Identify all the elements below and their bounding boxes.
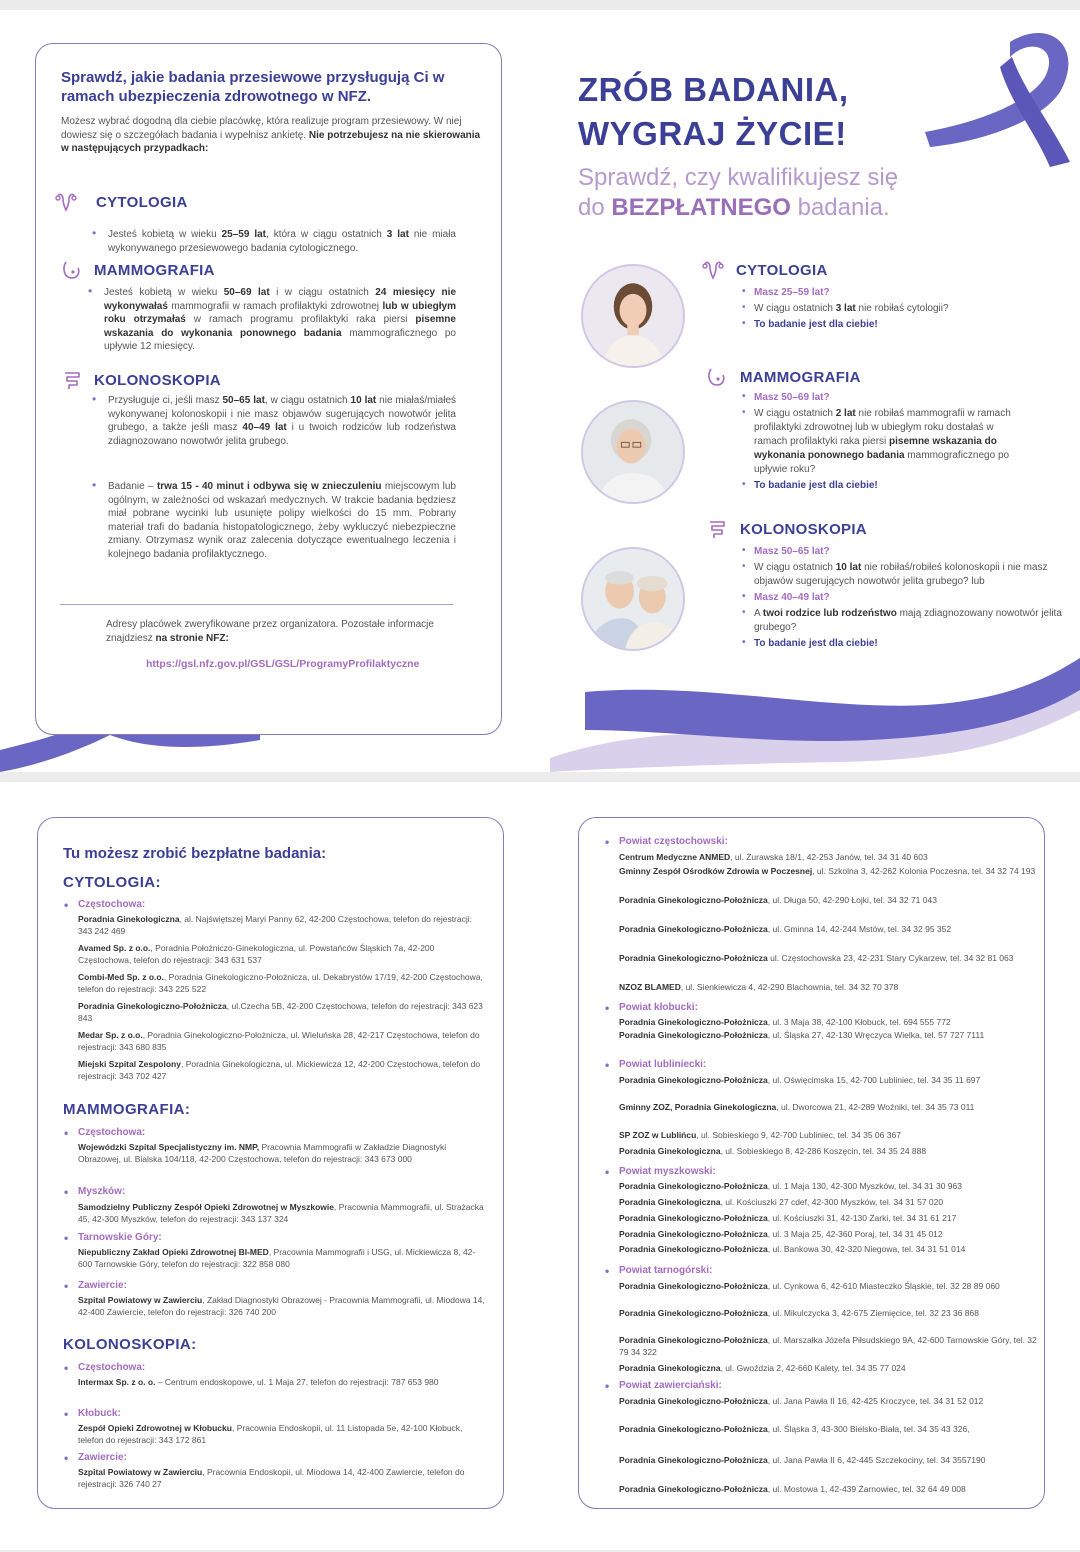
facility-details: , Pracownia Endoskopii, ul. 11 Listopada 5e, 42-100 Kłobuck, telefon do rejestracji: 343 172 861: [78, 1423, 463, 1445]
facility-name: SP ZOZ w Lublińcu: [619, 1130, 697, 1140]
facility-entry: [619, 1395, 1044, 1407]
facility-details: , Zakład Diagnostyki Obrazowej - Pracownia Mammografii, ul. Miodowa 14, 42-400 Zawiercie, telefon do rejestracji: 326 740 200: [78, 1295, 485, 1317]
facility-name: Samodzielny Publiczny Zespół Opieki Zdrowotnej w Myszkowie: [78, 1202, 334, 1212]
facility-entry: [619, 1180, 1044, 1192]
emphasis: BEZPŁATNEGO: [611, 194, 791, 221]
text: , w ciągu ostatnich: [264, 395, 351, 406]
section-kolonoskopia: [60, 368, 221, 392]
key-text: 25–59 lat: [221, 229, 267, 240]
key-text: 40–49 lat: [242, 422, 287, 433]
text: W ciągu ostatnich: [754, 562, 836, 573]
facility-entry: [619, 1483, 1044, 1495]
facility-entry: [78, 1294, 488, 1318]
city-label: • Częstochowa:: [78, 899, 145, 910]
facility-details: , ul. Gminna 14, 42-244 Mstów, tel. 34 32 95 352: [767, 924, 952, 934]
facility-name: Medar Sp. z o.o.: [78, 1030, 143, 1040]
intro-body: Możesz wybrać dogodną dla ciebie placówkę, która realizuje program przesiewowy. W niej dowiesz się o szczegółach badania i wypełnisz ankietę.: [61, 116, 462, 141]
facility-name: Poradnia Ginekologiczno-Położnicza: [619, 1244, 768, 1254]
facility-entry: [619, 1243, 1044, 1255]
key-text: 3 lat: [386, 229, 409, 240]
facility-name: Poradnia Ginekologiczna: [619, 1197, 721, 1207]
city-label: • Zawiercie:: [78, 1280, 127, 1291]
top-spread: [0, 10, 1080, 772]
text: , która w ciągu ostatnich: [266, 229, 387, 240]
facility-details: , Poradnia Ginekologiczno-Położnicza, ul. Dekabrystów 17/19, 42-200 Częstochowa, telefon do rejestracji: 343 225 522: [78, 972, 483, 994]
text: miejscowym lub ogólnym, w zależności od wskazań medycznych. W trakcie badania będziesz miał pobrane wycinki lub usunięte polipy wielkości do 15 mm. Pobrany materiał trafi do badania histopatologicznego, żeby wykluczyć niebezpieczne zmiany. Otrzymasz wynik oraz zalecenia dotyczące ewentualnego leczenia i kolejnego badania profilaktycznego.: [108, 481, 456, 560]
facility-entry: [619, 1280, 1044, 1292]
facility-name: Combi-Med Sp. z o.o.: [78, 972, 164, 982]
facility-entry: [619, 1212, 1044, 1224]
text: badania.: [790, 194, 890, 221]
key-text: 10 lat: [835, 562, 862, 573]
mammografia-criteria: [104, 286, 456, 354]
facility-details: , Pracownia Endoskopii, ul. Miodowa 14, 42-400 Zawiercie, telefon do rejestracji: 326 740 27: [78, 1467, 465, 1489]
section-title: MAMMOGRAFIA: [94, 261, 215, 279]
facility-name: NZOZ BLAMED: [619, 982, 681, 992]
facility-name: Intermax Sp. z o. o.: [78, 1377, 156, 1387]
list-item: • To badanie jest dla ciebie!: [754, 318, 1054, 332]
facility-details: , Pracownia Mammografii i USG, ul. Mickiewicza 8, 42-600 Tarnowskie Góry, telefon do rejestracji: 322 858 080: [78, 1247, 476, 1269]
facility-entry: [619, 1016, 1044, 1028]
facility-name: Poradnia Ginekologiczno-Położnicza: [619, 1281, 768, 1291]
facility-details: , ul. 3 Maja 38, 42-100 Kłobuck, tel. 694 555 772: [767, 1017, 951, 1027]
list-item: [754, 561, 1069, 589]
breast-icon: [704, 365, 730, 389]
facility-details: , ul. Sobieskiego 9, 42-700 Lubliniec, tel. 34 35 06 367: [696, 1130, 901, 1140]
section-title: CYTOLOGIA: [736, 261, 828, 279]
category-kolonoskopia: KOLONOSKOPIA:: [63, 1336, 197, 1353]
list-item: • Masz 40–49 lat?: [754, 591, 1069, 605]
key-text: 10 lat: [350, 395, 377, 406]
facility-name: Poradnia Ginekologiczno-Położnicza: [619, 953, 768, 963]
facility-details: , ul. Szkolna 3, 42-262 Kolonia Poczesna, tel. 34 32 74 193: [812, 866, 1036, 876]
facility-name: Poradnia Ginekologiczno-Położnicza: [619, 1396, 768, 1406]
facility-details: , ul. Śląska 3, 43-300 Bielsko-Biała, tel. 34 35 43 326,: [767, 1424, 970, 1434]
list-item: • To badanie jest dla ciebie!: [754, 479, 1019, 493]
text: W ciągu ostatnich: [754, 303, 836, 314]
section-cytologia: [54, 190, 188, 214]
panel-heading: Sprawdź, jakie badania przesiewowe przysługują Ci w ramach ubezpieczenia zdrowotnego w NFZ.: [61, 69, 445, 105]
key-text: 50–69 lat: [223, 287, 270, 298]
hero-title-line: WYGRAJ ŻYCIE!: [578, 115, 847, 152]
uterus-icon: [54, 190, 78, 214]
text: do: [578, 194, 612, 221]
facility-entry: [78, 1058, 488, 1082]
district-label: • Powiat kłobucki:: [619, 1002, 698, 1013]
facility-entry: [78, 942, 488, 966]
facility-name: Gminny ZOZ, Poradnia Ginekologiczna: [619, 1102, 777, 1112]
text: Jesteś kobietą w wieku: [104, 287, 224, 298]
text: i w ciągu ostatnich: [269, 287, 376, 298]
uterus-icon: [700, 258, 726, 282]
subtitle-line: [578, 193, 898, 223]
facility-entry: [78, 1246, 488, 1270]
facility-name: Centrum Medyczne ANMED: [619, 852, 731, 862]
facility-name: Poradnia Ginekologiczno-Położnicza: [619, 895, 768, 905]
kolonoskopia-checklist: [754, 545, 1069, 653]
facility-entry: [619, 1101, 1044, 1113]
facility-details: , Pracownia Mammografii, ul. Strażacka 45, 42-300 Myszków, telefon do rejestracji: 343 137 324: [78, 1202, 484, 1224]
facility-name: Avamed Sp. z o.o.: [78, 943, 151, 953]
key-text: 50–65 lat: [222, 395, 265, 406]
facility-details: , ul. Gwoździa 2, 42-660 Kalety, tel. 34 35 77 024: [720, 1363, 906, 1373]
facility-name: Gminny Zespół Ośrodków Zdrowia w Poczesnej: [619, 866, 813, 876]
facility-name: Miejski Szpital Zespolony: [78, 1059, 181, 1069]
facility-entry: [619, 1129, 1044, 1141]
facility-name: Poradnia Ginekologiczna: [78, 914, 180, 924]
facility-name: Poradnia Ginekologiczno-Położnicza: [619, 1335, 768, 1345]
facility-entry: [619, 981, 1044, 993]
facility-details: ul. Częstochowska 23, 42-231 Stary Cykarzew, tel. 34 32 81 063: [767, 953, 1014, 963]
key-text: pisemne wskazania do wykonania ponownego badania: [754, 436, 997, 461]
text: nie miała wykonywanego przesiewowego badania cytologicznego.: [108, 229, 456, 254]
text: A: [754, 608, 763, 619]
facility-name: Poradnia Ginekologiczno-Położnicza: [619, 924, 768, 934]
facility-name: Poradnia Ginekologiczno-Położnicza: [619, 1181, 768, 1191]
facility-entry: [78, 1376, 488, 1388]
district-label: • Powiat zawierciański:: [619, 1380, 722, 1391]
list-item: • Masz 50–65 lat?: [754, 545, 1069, 559]
breast-icon: [60, 258, 84, 282]
facility-details: , ul. Marszałka Józefa Piłsudskiego 9A, 42-600 Tarnowskie Góry, tel. 32 79 34 322: [619, 1335, 1037, 1357]
text: i u twoich rodziców lub rodzeństwa zdiagnozowano nowotwór jelita grubego.: [108, 422, 456, 447]
section-title: KOLONOSKOPIA: [94, 371, 221, 389]
facility-entry: [619, 1029, 1044, 1041]
section-title: CYTOLOGIA: [96, 193, 188, 211]
facility-entry: [619, 1362, 1044, 1374]
text: mammograficznego po upływie 12 miesięcy.: [104, 327, 456, 352]
key-text: lub w ubiegłym roku otrzymałaś: [104, 300, 456, 325]
district-label: • Powiat tarnogórski:: [619, 1265, 712, 1276]
facility-details: , Poradnia Ginekologiczno-Położnicza, ul. Wieluńska 28, 42-217 Częstochowa, telefon do rejestracji: 343 680 835: [78, 1030, 480, 1052]
category-cytologia: CYTOLOGIA:: [63, 874, 161, 891]
bottom-spread: [0, 782, 1080, 1550]
facility-entry: [619, 1196, 1044, 1208]
facility-details: , ul. Bankowa 30, 42-320 Niegowa, tel. 34 31 51 014: [767, 1244, 966, 1254]
intestine-icon: [60, 368, 84, 392]
intestine-icon: [704, 517, 730, 541]
facility-details: , ul. Dworcowa 21, 42-289 Woźniki, tel. 34 35 73 011: [776, 1102, 975, 1112]
city-label: • Częstochowa:: [78, 1127, 145, 1138]
facility-entry: [78, 971, 488, 995]
facility-name: Poradnia Ginekologiczno-Położnicza: [619, 1017, 768, 1027]
facility-entry: [78, 1466, 488, 1490]
text: nie robiłaś cytologii?: [855, 303, 949, 314]
ribbon-bottom-right-decoration: [540, 650, 1080, 772]
facility-entry: [619, 923, 1044, 935]
facility-details: , ul. Sobieskiego 8, 42-286 Koszęcin, tel. 34 35 24 888: [720, 1146, 927, 1156]
facility-details: , ul. Długa 50, 42-290 Łojki, tel. 34 32 71 043: [767, 895, 937, 905]
text: Jesteś kobietą w wieku: [108, 229, 222, 240]
facility-name: Niepubliczny Zakład Opieki Zdrowotnej BI-MED: [78, 1247, 269, 1257]
facility-entry: [619, 1307, 1044, 1319]
senior-couple-photo: [581, 547, 685, 651]
key-text: twoi rodzice lub rodzeństwo: [762, 608, 897, 619]
facility-details: , ul. Jana Pawła II 6, 42-445 Szczekociny, tel. 34 3557190: [767, 1455, 986, 1465]
kolonoskopia-criteria: [108, 394, 456, 448]
facility-entry: [619, 865, 1044, 877]
facility-details: , ul. Śląska 27, 42-130 Wręczyca Wielka, tel. 57 727 7111: [767, 1030, 985, 1040]
facility-details: , ul. Kościuszki 31, 42-130 Żarki, tel. 34 31 61 217: [767, 1213, 957, 1223]
facility-details: , ul. Mostowa 1, 42-439 Żarnowiec, tel. 32 64 49 008: [767, 1484, 966, 1494]
facility-name: Szpital Powiatowy w Zawierciu: [78, 1467, 203, 1477]
facility-details: , ul. Kościuszki 27 cdef, 42-300 Myszków, tel. 34 31 57 020: [720, 1197, 944, 1207]
district-label: • Powiat częstochowski:: [619, 836, 728, 847]
right-section-kolonoskopia: [704, 517, 867, 541]
district-label: • Powiat lubliniecki:: [619, 1059, 706, 1070]
key-text: trwa 15 - 40 minut i odbywa się w znieczuleniu: [156, 481, 382, 492]
district-label: • Powiat myszkowski:: [619, 1166, 716, 1177]
facility-entry: [78, 1141, 488, 1165]
facility-entry: [619, 1454, 1044, 1466]
divider: [60, 604, 453, 605]
facility-entry: [78, 1422, 488, 1446]
facility-entry: [619, 1074, 1044, 1086]
facility-entry: [619, 894, 1044, 906]
key-text: 2 lat: [835, 408, 856, 419]
right-section-mammografia: [704, 365, 861, 389]
facility-name: Poradnia Ginekologiczno-Położnicza: [619, 1030, 768, 1040]
nfz-link[interactable]: https://gsl.nfz.gov.pl/GSL/GSL/ProgramyProfilaktyczne: [146, 658, 420, 670]
list-item: [754, 407, 1019, 477]
mammografia-checklist: [754, 391, 1019, 495]
facility-details: , ul. 3 Maja 25, 42-360 Poraj, tel. 34 31 45 012: [767, 1229, 943, 1239]
right-section-cytologia: [700, 258, 828, 282]
hero-title-line: ZRÓB BADANIA,: [578, 71, 849, 108]
city-label: • Zawiercie:: [78, 1452, 127, 1463]
facility-name: Poradnia Ginekologiczno-Położnicza: [619, 1424, 768, 1434]
facility-entry: [619, 1423, 1044, 1435]
facility-name: Poradnia Ginekologiczna: [619, 1146, 721, 1156]
panel-heading: Tu możesz zrobić bezpłatne badania:: [63, 845, 327, 862]
hero-subtitle: [578, 163, 898, 223]
facility-details: , ul. Sienkiewicza 4, 42-290 Blachownia, tel. 34 32 70 378: [680, 982, 899, 992]
text: nie robiłaś mammografii w ramach profilaktyki zdrowotnej lub w ubiegłym roku dostałaś w ramach profilaktyki raka piersi: [754, 408, 1011, 447]
facility-details: Pracownia Mammografii w Zakładzie Diagnostyki Obrazowej, ul. Bialska 104/118, 42-200 Częstochowa, telefon do rejestracji: 343 673 000: [78, 1142, 447, 1164]
list-item: • To badanie jest dla ciebie!: [754, 637, 1069, 651]
facility-details: , ul. Jana Pawła II 16, 42-425 Kroczyce, tel. 34 31 52 012: [767, 1396, 984, 1406]
facility-name: Wojewódzki Szpital Specjalistyczny im. NMP,: [78, 1142, 260, 1152]
facility-details: , ul. Oświęcimska 15, 42-700 Lubliniec, tel. 34 35 11 697: [767, 1075, 981, 1085]
facility-details: , Poradnia Położniczo-Ginekologiczna, ul. Powstańców Śląskich 7a, 42-200 Częstochowa, telefon do rejestracji: 343 631 537: [78, 943, 435, 965]
list-item: [754, 302, 1054, 316]
section-title: MAMMOGRAFIA: [740, 368, 861, 386]
facility-list-panel-right: [578, 817, 1045, 1509]
facility-name: Poradnia Ginekologiczno-Położnicza: [619, 1229, 768, 1239]
facility-entry: [78, 913, 488, 937]
facility-details: , ul.Czecha 5B, 42-200 Częstochowa, telefon do rejestracji: 343 623 843: [78, 1001, 483, 1023]
section-title: KOLONOSKOPIA: [740, 520, 867, 538]
key-text: 24 miesięcy nie wykonywałaś: [104, 287, 457, 312]
facility-entry: [619, 1145, 1044, 1157]
young-woman-photo: [581, 264, 685, 368]
text: Badanie –: [108, 481, 157, 492]
kolonoskopia-procedure: [108, 480, 456, 561]
facility-entry: [78, 1000, 488, 1024]
facility-name: Poradnia Ginekologiczno-Położnicza: [619, 1455, 768, 1465]
facility-details: , ul. Cynkowa 6, 42-610 Miasteczko Śląskie, tel. 32 28 89 060: [767, 1281, 1000, 1291]
section-mammografia: [60, 258, 215, 282]
key-text: pisemne wskazania do wykonania ponownego badania: [104, 314, 456, 339]
facility-entry: [78, 1029, 488, 1053]
list-item: • Masz 25–59 lat?: [754, 286, 1054, 300]
intro-text: [61, 115, 481, 156]
facility-details: , ul. Żurawska 18/1, 42-253 Janów, tel. 34 31 40 603: [730, 852, 928, 862]
facility-details: , ul. 1 Maja 130, 42-300 Myszków, tel. 34 31 30 963: [767, 1181, 962, 1191]
facility-name: Poradnia Ginekologiczna: [619, 1363, 721, 1373]
facility-entry: [78, 1201, 488, 1225]
source-note: [106, 618, 466, 645]
cytologia-criteria: [108, 228, 456, 255]
text: W ciągu ostatnich: [754, 408, 836, 419]
text: mammograficznego po upływie roku?: [754, 450, 1010, 475]
cytologia-checklist: [754, 286, 1054, 334]
facility-details: , al. Najświętszej Maryi Panny 62, 42-200 Częstochowa, telefon do rejestracji: 343 242 469: [78, 914, 473, 936]
key-text: na stronie NFZ:: [155, 632, 229, 644]
key-text: 3 lat: [835, 303, 856, 314]
ribbon-top-right-decoration: [900, 22, 1080, 172]
category-mammografia: MAMMOGRAFIA:: [63, 1101, 191, 1118]
text: mają zdiagnozowany nowotwór jelita grubego?: [754, 608, 1062, 633]
city-label: • Myszków:: [78, 1186, 125, 1197]
facility-details: – Centrum endoskopowe, ul. 1 Maja 27, telefon do rejestracji: 787 653 980: [155, 1377, 439, 1387]
facility-entry: [619, 851, 1044, 863]
facility-name: Poradnia Ginekologiczno-Położnicza: [78, 1001, 227, 1011]
facility-name: Poradnia Ginekologiczno-Położnicza: [619, 1213, 768, 1223]
facility-name: Poradnia Ginekologiczno-Położnicza: [619, 1308, 768, 1318]
facility-details: , ul. Mikulczycka 3, 42-675 Ziemięcice, tel. 32 23 36 868: [767, 1308, 979, 1318]
facility-entry: [619, 1228, 1044, 1240]
intro-strong: Nie potrzebujesz na nie skierowania w następujących przypadkach:: [61, 129, 481, 154]
facility-name: Poradnia Ginekologiczno-Położnicza: [619, 1075, 768, 1085]
text: w ramach programu profilaktyki raka piersi: [185, 314, 416, 325]
nfz-info-panel: [35, 43, 502, 735]
facility-name: Szpital Powiatowy w Zawierciu: [78, 1295, 203, 1305]
text: nie miałaś/miałeś wykonywanej kolonoskopii i nie masz objawów sugerujących nowotwór jelita grubego, a także jeśli masz: [108, 395, 457, 433]
facility-name: Poradnia Ginekologiczno-Położnicza: [619, 1484, 768, 1494]
facility-details: , Poradnia Ginekologiczna, ul. Mickiewicza 12, 42-200 Częstochowa, telefon do rejestracji: 343 702 427: [78, 1059, 481, 1081]
facility-name: Zespół Opieki Zdrowotnej w Kłobucku: [78, 1423, 232, 1433]
city-label: • Kłobuck:: [78, 1408, 121, 1419]
subtitle-line: Sprawdź, czy kwalifikujesz się: [578, 164, 899, 191]
text: nie robiłaś/robiłeś kolonoskopii i nie masz objawów sugerujących nowotwór jelita grubego? lub: [754, 562, 1048, 587]
text: Przysługuje ci, jeśli masz: [108, 395, 223, 406]
list-item: • Masz 50–69 lat?: [754, 391, 1019, 405]
text: mammografii w ramach profilaktyki zdrowotnej: [167, 300, 383, 312]
list-item: [754, 607, 1069, 635]
facility-entry: [619, 1334, 1044, 1358]
facility-list-panel-left: [37, 817, 504, 1509]
city-label: • Tarnowskie Góry:: [78, 1232, 162, 1243]
text: Adresy placówek zweryfikowane przez organizatora. Pozostałe informacje znajdziesz: [106, 619, 434, 644]
city-label: • Częstochowa:: [78, 1362, 145, 1373]
hero-title: [578, 68, 848, 156]
facility-entry: [619, 952, 1044, 964]
older-woman-photo: [581, 400, 685, 504]
